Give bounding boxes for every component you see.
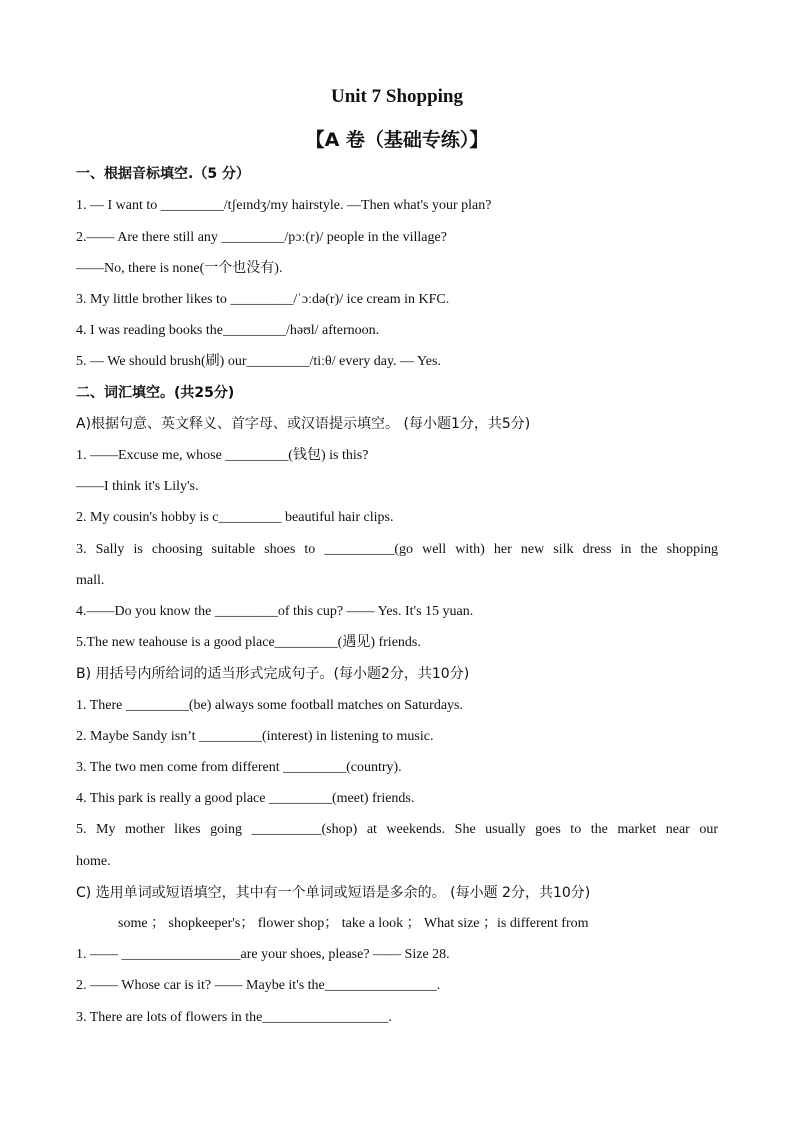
question-line: 5. — We should brush(刷) our_________/tiːθ/ every day. — Yes. bbox=[76, 354, 441, 369]
question-line: 2. My cousin's hobby is c_________ beautiful hair clips. bbox=[76, 510, 394, 525]
question-line: 4.——Do you know the _________of this cup? —— Yes. It's 15 yuan. bbox=[76, 604, 474, 619]
question-line: 5.The new teahouse is a good place_________(遇见) friends. bbox=[76, 635, 421, 650]
question-line: ——I think it's Lily's. bbox=[76, 479, 199, 494]
question-line: 2. Maybe Sandy isn’t _________(interest) in listening to music. bbox=[76, 729, 434, 744]
question-line: home. bbox=[76, 854, 111, 869]
question-line: 1. ——Excuse me, whose _________(钱包) is this? bbox=[76, 448, 369, 463]
question-line: 2. —— Whose car is it? —— Maybe it's the________________. bbox=[76, 978, 441, 993]
word-bank: some ； shopkeeper's； flower shop； take a look ； What size ；is different from bbox=[118, 916, 589, 931]
question-line: 1. There _________(be) always some football matches on Saturdays. bbox=[76, 698, 463, 713]
question-line: ——No, there is none(一个也没有). bbox=[76, 261, 283, 276]
subsection-heading: C) 选用单词或短语填空，其中有一个单词或短语是多余的。 (每小题 2分，共10分) bbox=[76, 885, 591, 901]
question-line: 5. My mother likes going __________(shop) at weekends. She usually goes to the market near our bbox=[76, 822, 718, 837]
question-line: 1. — I want to _________/tʃeɪndʒ/my hairstyle. —Then what's your plan? bbox=[76, 198, 492, 213]
section-heading: 一、根据音标填空.（5 分） bbox=[76, 166, 250, 182]
page-title: Unit 7 Shopping bbox=[330, 86, 463, 107]
question-line: mall. bbox=[76, 573, 105, 588]
subsection-heading: B) 用括号内所给词的适当形式完成句子。(每小题2分，共10分) bbox=[76, 666, 470, 682]
question-line: 1. —— _________________are your shoes, please? —— Size 28. bbox=[76, 947, 450, 962]
question-line: 4. I was reading books the_________/həʊl/ afternoon. bbox=[76, 323, 380, 338]
question-line: 3. There are lots of flowers in the__________________. bbox=[76, 1010, 392, 1025]
section-heading: 二、词汇填空。(共25分) bbox=[76, 385, 235, 401]
question-line: 2.—— Are there still any _________/pɔː(r)/ people in the village? bbox=[76, 230, 447, 245]
question-line: 3. My little brother likes to _________/ˈɔːdə(r)/ ice cream in KFC. bbox=[76, 292, 450, 307]
subsection-heading: A)根据句意、英文释义、首字母、或汉语提示填空。 (每小题1分，共5分) bbox=[76, 416, 531, 432]
question-line: 3. Sally is choosing suitable shoes to __________(go well with) her new silk dress in the shopping bbox=[76, 542, 718, 557]
page-subtitle: 【A 卷（基础专练）】 bbox=[305, 129, 489, 151]
question-line: 4. This park is really a good place _________(meet) friends. bbox=[76, 791, 415, 806]
question-line: 3. The two men come from different _________(country). bbox=[76, 760, 402, 775]
